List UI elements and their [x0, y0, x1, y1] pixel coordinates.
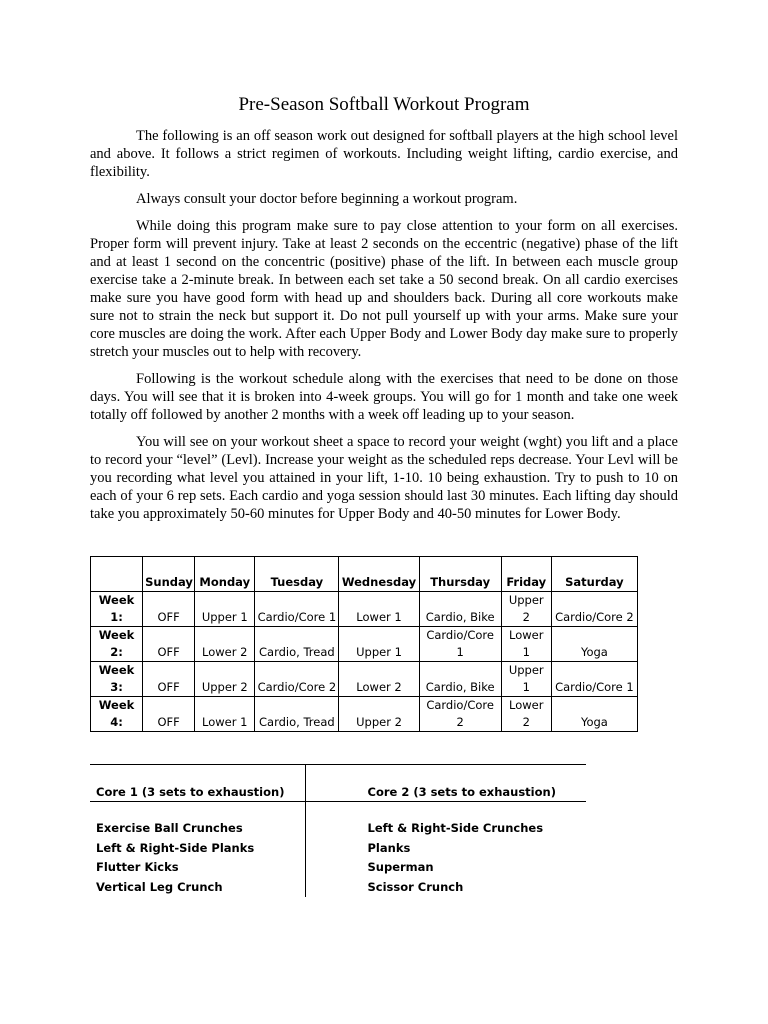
table-cell: Cardio, Tread — [255, 627, 339, 662]
list-item: Planks — [367, 840, 411, 855]
schedule-header-thursday: Thursday — [419, 557, 501, 592]
document-title: Pre-Season Softball Workout Program — [238, 94, 530, 115]
schedule-header-tuesday: Tuesday — [255, 557, 339, 592]
table-cell: Upper 2 — [195, 662, 255, 697]
table-cell: Lower 1 — [195, 697, 255, 732]
schedule-header-row — [91, 557, 638, 592]
table-row — [91, 627, 638, 662]
paragraph-recording-instructions: You will see on your workout sheet a space to record your weight (wght) you lift and a place to record your “level” (Levl). Increase your weight as the scheduled reps decrease. Your Levl will be you recording what level you attained in your lift, 1-10. 10 being exhaustion. Try to push to 10 on each of your 6 rep sets. Each cardio and yoga session should last 30 minutes. Each lifting day should take you approximately 50-60 minutes for Upper Body and 40-50 minutes for Lower Body. — [90, 434, 678, 522]
list-item: Vertical Leg Crunch — [96, 879, 223, 894]
list-item: Superman — [367, 860, 434, 874]
table-cell: Yoga — [551, 697, 637, 732]
table-cell: Lower 2 — [195, 627, 255, 662]
table-cell: Lower 1 — [501, 627, 551, 662]
core2-title: Core 2 (3 sets to exhaustion) — [305, 765, 586, 802]
core-header-row — [90, 765, 586, 802]
table-cell: Upper 2 — [501, 592, 551, 627]
table-cell: Upper 1 — [501, 662, 551, 697]
week-label: Week 4: — [91, 697, 143, 732]
table-row — [91, 662, 638, 697]
table-cell: Cardio/Core 1 — [419, 627, 501, 662]
schedule-header-friday: Friday — [501, 557, 551, 592]
week-label: Week 3: — [91, 662, 143, 697]
list-item: Flutter Kicks — [96, 860, 179, 874]
core-body-row — [90, 802, 586, 898]
table-cell: Upper 2 — [339, 697, 419, 732]
table-cell: Cardio, Tread — [255, 697, 339, 732]
table-cell: Cardio/Core 2 — [419, 697, 501, 732]
paragraph-doctor-note: Always consult your doctor before beginning a workout program. — [136, 191, 518, 207]
table-cell: Cardio/Core 2 — [255, 662, 339, 697]
table-row — [91, 697, 638, 732]
list-item: Scissor Crunch — [367, 879, 464, 894]
table-cell: OFF — [143, 592, 195, 627]
table-cell: OFF — [143, 697, 195, 732]
core2-list — [305, 802, 586, 898]
table-cell: Upper 1 — [195, 592, 255, 627]
core-exercises-table — [90, 764, 586, 897]
workout-schedule-table — [90, 556, 638, 732]
table-cell: Cardio/Core 1 — [255, 592, 339, 627]
week-label: Week 2: — [91, 627, 143, 662]
paragraph-intro: The following is an off season work out designed for softball players at the high school level and above. It follows a strict regimen of workouts. Including weight lifting, cardio exercise, and flexibility. — [90, 128, 678, 180]
table-cell: Cardio, Bike — [419, 592, 501, 627]
table-cell: Upper 1 — [339, 627, 419, 662]
table-row — [91, 592, 638, 627]
list-item: Left & Right-Side Planks — [96, 840, 255, 855]
schedule-header-monday: Monday — [195, 557, 255, 592]
core1-title: Core 1 (3 sets to exhaustion) — [90, 765, 305, 802]
table-cell: Lower 2 — [501, 697, 551, 732]
schedule-header-saturday: Saturday — [551, 557, 637, 592]
paragraph-schedule-intro: Following is the workout schedule along with the exercises that need to be done on those days. You will see that it is broken into 4-week groups. You will go for 1 month and take one week totally off followed by another 2 months with a week off leading up to your season. — [90, 371, 678, 423]
document-body — [90, 127, 678, 532]
table-cell: Cardio/Core 1 — [551, 662, 637, 697]
core1-list — [90, 802, 305, 898]
schedule-header-blank — [91, 557, 143, 592]
schedule-header-wednesday: Wednesday — [339, 557, 419, 592]
table-cell: Yoga — [551, 627, 637, 662]
schedule-header-sunday: Sunday — [143, 557, 195, 592]
list-item: Exercise Ball Crunches — [96, 821, 243, 835]
table-cell: OFF — [143, 662, 195, 697]
table-cell: Lower 2 — [339, 662, 419, 697]
table-cell: OFF — [143, 627, 195, 662]
table-cell: Lower 1 — [339, 592, 419, 627]
paragraph-form-instructions: While doing this program make sure to pay close attention to your form on all exercises. Proper form will prevent injury. Take at least 2 seconds on the eccentric (negative) phase of the lift and at least 1 second on the concentric (positive) phase of the lift. In between each muscle group exercise take a 2-minute break. In between each set take a 50 second break. On all cardio exercises make sure you have good form with head up and shoulders back. During all core workouts make sure not to strain the neck but support it. Do not pull yourself up with your arms. Make sure your core muscles are doing the work. After each Upper Body and Lower Body day make sure to properly stretch your muscles out to help with recovery. — [90, 218, 678, 360]
table-cell: Cardio, Bike — [419, 662, 501, 697]
table-cell: Cardio/Core 2 — [551, 592, 637, 627]
list-item: Left & Right-Side Crunches — [367, 821, 544, 835]
week-label: Week 1: — [91, 592, 143, 627]
